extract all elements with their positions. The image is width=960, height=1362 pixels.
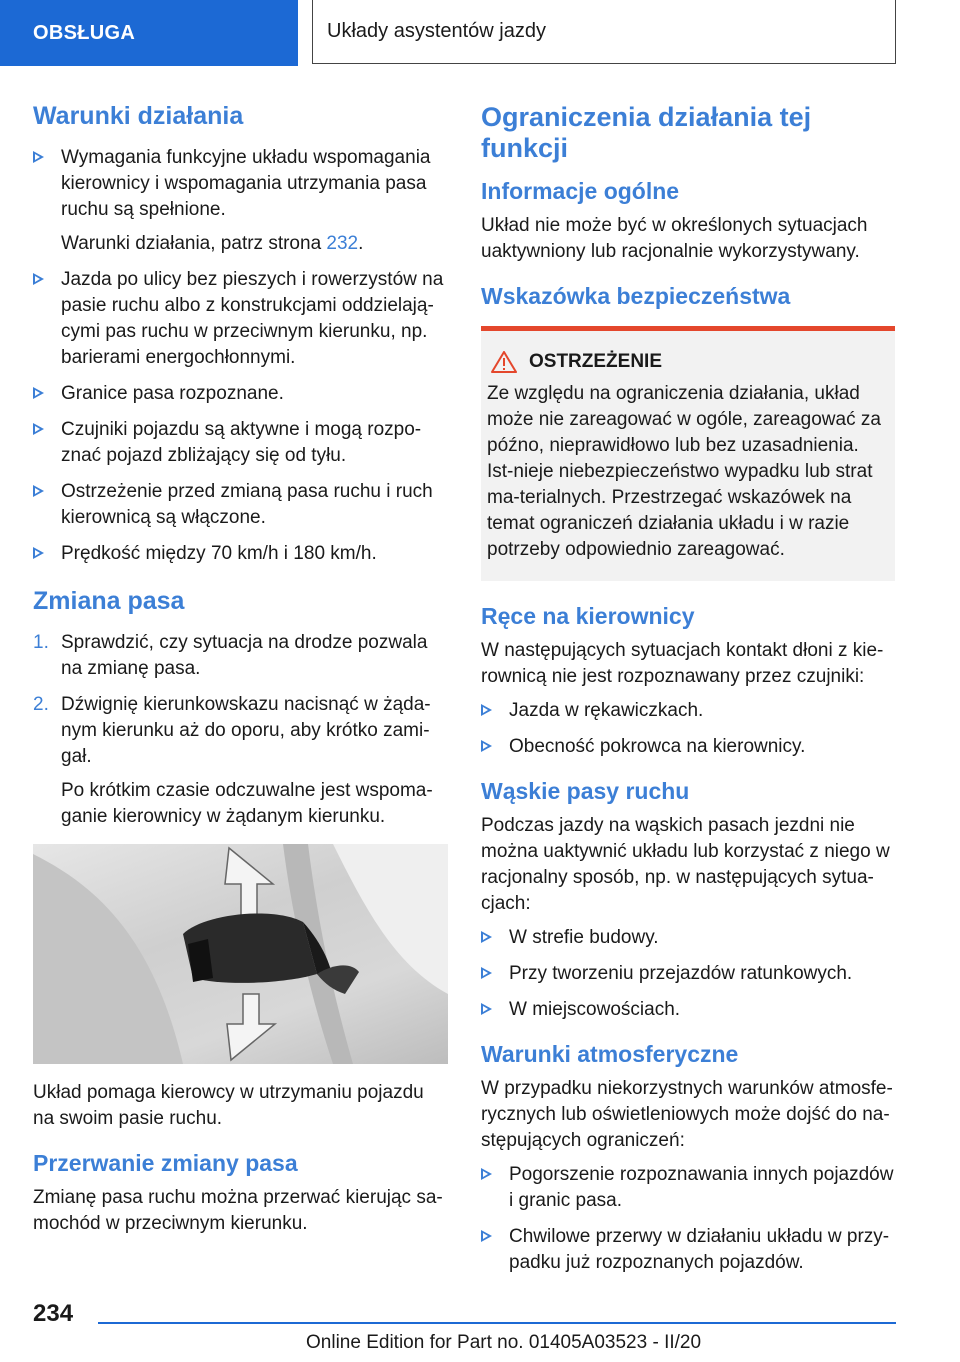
list-item-text: Przy tworzeniu przejazdów ratunkowych. bbox=[509, 963, 853, 984]
list-item-text: Obecność pokrowca na kierownicy. bbox=[509, 736, 806, 757]
heading-limits: Ograniczenia działania tej funkcji bbox=[481, 102, 812, 163]
list-item bbox=[33, 541, 448, 567]
page-header bbox=[0, 0, 960, 66]
triangle-bullet-icon bbox=[33, 485, 44, 497]
warning-title: OSTRZEŻENIE bbox=[529, 351, 663, 372]
narrow-list bbox=[481, 925, 895, 1023]
page-link[interactable]: 232 bbox=[326, 233, 359, 254]
lever-drawing bbox=[33, 844, 448, 1064]
turn-signal-lever-illustration bbox=[33, 844, 448, 1064]
list-item bbox=[33, 479, 448, 531]
triangle-bullet-icon bbox=[33, 387, 44, 399]
list-item-text: Chwilowe przerwy w działaniu układu w przy-padku już rozpoznanych pojazdów. bbox=[509, 1226, 890, 1273]
left-column bbox=[33, 96, 448, 1245]
narrow-text: Podczas jazdy na wąskich pasach jezdni nie można uaktywnić układu lub korzystać z niego w racjonalny sposób, np. w następujących sytua-cjach: bbox=[481, 815, 890, 914]
step-text: Dźwignię kierunkowskazu nacisnąć w żąda-nym kierunku aż do oporu, aby krótko zami-gał. bbox=[61, 694, 431, 767]
steps-list bbox=[33, 630, 448, 830]
step-number: 2. bbox=[33, 694, 49, 715]
list-item bbox=[33, 381, 448, 407]
list-item bbox=[481, 997, 895, 1023]
conditions-list bbox=[33, 145, 448, 567]
weather-list bbox=[481, 1162, 895, 1276]
heading-narrow: Wąskie pasy ruchu bbox=[481, 778, 690, 804]
note-end: . bbox=[358, 233, 364, 254]
note-text: Warunki działania, patrz strona bbox=[61, 233, 322, 254]
weather-text: W przypadku niekorzystnych warunków atmosfe-rycznych lub oświetleniowych może dojść do na-stępujących ograniczeń: bbox=[481, 1078, 893, 1151]
warning-header bbox=[487, 351, 889, 373]
heading-safety: Wskazówka bezpieczeństwa bbox=[481, 283, 791, 309]
section-tab: OBSŁUGA bbox=[0, 0, 298, 66]
triangle-bullet-icon bbox=[481, 740, 492, 752]
step-item bbox=[33, 630, 448, 682]
general-text: Układ nie może być w określonych sytuacjach uaktywniony lub racjonalnie wykorzystywany. bbox=[481, 215, 868, 262]
footer-divider bbox=[98, 1322, 896, 1324]
list-item-text: W miejscowościach. bbox=[509, 999, 681, 1020]
list-item-text: Prędkość między 70 km/h i 180 km/h. bbox=[61, 543, 377, 564]
warning-triangle-icon bbox=[491, 351, 517, 373]
list-item-text: Wymagania funkcyjne układu wspomagania kierownicy i wspomagania utrzymania pasa ruchu są spełnione. bbox=[61, 147, 431, 220]
step-item bbox=[33, 692, 448, 830]
triangle-bullet-icon bbox=[33, 151, 44, 163]
heading-conditions: Warunki działania bbox=[33, 102, 244, 130]
step-note: Po krótkim czasie odczuwalne jest wspoma-ganie kierownicy w żądanym kierunku. bbox=[61, 780, 433, 827]
list-item bbox=[481, 1162, 895, 1214]
warning-box bbox=[481, 326, 895, 581]
hands-list bbox=[481, 698, 895, 760]
heading-hands: Ręce na kierownicy bbox=[481, 603, 695, 629]
list-item-text: Granice pasa rozpoznane. bbox=[61, 383, 284, 404]
warning-text: Ze względu na ograniczenia działania, układ może nie zareagować w ogóle, zareagować za późno, nieprawidłowo lub bez uzasadnienia. Ist-nieje niebezpieczeństwo wypadku lub strat ma-terialnych. Przestrzegać wskazówek na temat ograniczeń działania układu i w razie potrzeby odpowiednio zareagować. bbox=[487, 383, 881, 560]
conditions-note bbox=[61, 231, 448, 257]
figure-caption: Układ pomaga kierowcy w utrzymaniu pojazdu na swoim pasie ruchu. bbox=[33, 1082, 424, 1129]
list-item-text: W strefie budowy. bbox=[509, 927, 659, 948]
heading-general: Informacje ogólne bbox=[481, 178, 680, 204]
heading-lane-change: Zmiana pasa bbox=[33, 587, 185, 615]
triangle-bullet-icon bbox=[481, 967, 492, 979]
list-item-text: Pogorszenie rozpoznawania innych pojazdów i granic pasa. bbox=[509, 1164, 894, 1211]
hands-text: W następujących sytuacjach kontakt dłoni z kie-rownicą nie jest rozpoznawany przez czujniki: bbox=[481, 640, 884, 687]
list-item-text: Jazda po ulicy bez pieszych i rowerzystów na pasie ruchu albo z konstrukcjami oddzielają-cymi pas ruchu w przeciwnym kierunku, np. barierami energochłonnymi. bbox=[61, 269, 444, 368]
triangle-bullet-icon bbox=[481, 1003, 492, 1015]
list-item bbox=[481, 925, 895, 951]
triangle-bullet-icon bbox=[481, 931, 492, 943]
step-number: 1. bbox=[33, 632, 49, 653]
right-column bbox=[481, 96, 895, 1286]
triangle-bullet-icon bbox=[481, 704, 492, 716]
list-item-text: Ostrzeżenie przed zmianą pasa ruchu i ruch kierownicą są włączone. bbox=[61, 481, 433, 528]
list-item bbox=[33, 145, 448, 257]
list-item-text: Jazda w rękawiczkach. bbox=[509, 700, 704, 721]
heading-weather: Warunki atmosferyczne bbox=[481, 1041, 739, 1067]
list-item-text: Czujniki pojazdu są aktywne i mogą rozpo-znać pojazd zbliżający się od tyłu. bbox=[61, 419, 422, 466]
abort-text: Zmianę pasa ruchu można przerwać kierując sa-mochód w przeciwnym kierunku. bbox=[33, 1187, 443, 1234]
page-number: 234 bbox=[33, 1300, 74, 1327]
triangle-bullet-icon bbox=[33, 273, 44, 285]
chapter-tab: Układy asystentów jazdy bbox=[312, 0, 896, 64]
triangle-bullet-icon bbox=[481, 1168, 492, 1180]
list-item bbox=[33, 267, 448, 371]
triangle-bullet-icon bbox=[33, 547, 44, 559]
edition-text: Online Edition for Part no. 01405A03523 - II/20 bbox=[306, 1332, 702, 1353]
list-item bbox=[33, 417, 448, 469]
triangle-bullet-icon bbox=[33, 423, 44, 435]
list-item bbox=[481, 698, 895, 724]
step-text: Sprawdzić, czy sytuacja na drodze pozwala na zmianę pasa. bbox=[61, 632, 428, 679]
heading-abort: Przerwanie zmiany pasa bbox=[33, 1150, 298, 1176]
list-item bbox=[481, 961, 895, 987]
list-item bbox=[481, 1224, 895, 1276]
triangle-bullet-icon bbox=[481, 1230, 492, 1242]
list-item bbox=[481, 734, 895, 760]
